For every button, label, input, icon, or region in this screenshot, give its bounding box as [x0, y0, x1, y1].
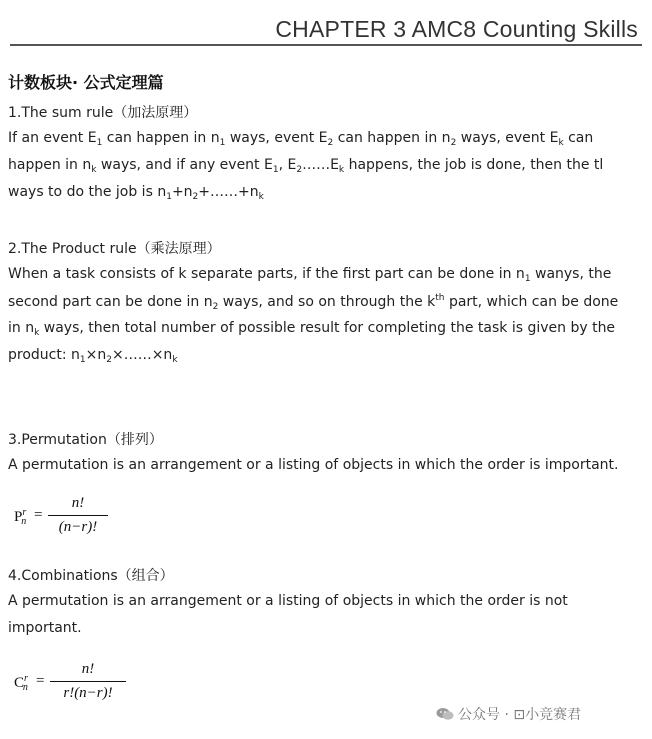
permutation-heading: 3.Permutation（排列） — [8, 432, 163, 448]
product-rule-heading: 2.The Product rule（乘法原理） — [8, 241, 221, 257]
permutation-symbol: $P^r_n$ — [14, 507, 27, 527]
combination-equals: = — [36, 673, 45, 689]
product-rule-line-3: in $n_k$ ways, then total number of possible result for completing the task is given by the — [8, 320, 616, 338]
sum-rule-line-2: happen in $n_k$ ways, and if any event $E_1$, $E_2\dots\dots E_k$ happens, the job is done, then the tl — [8, 157, 604, 175]
combination-numerator: n! — [81, 661, 95, 677]
permutation-definition: A permutation is an arrangement or a listing of objects in which the order is important. — [8, 457, 619, 473]
chapter-title: CHAPTER 3 AMC8 Counting Skills — [275, 16, 638, 42]
watermark-text: 公众号 · ⊡小竞赛君 — [458, 707, 582, 723]
permutation-denominator: (n−r)! — [58, 519, 98, 535]
permutation-fraction-bar — [48, 515, 108, 516]
sum-rule-heading: 1.The sum rule（加法原理） — [8, 105, 198, 121]
combination-definition-line-2: important. — [8, 620, 82, 636]
sum-rule-line-3: ways to do the job is $n_1+n_2+\dots\dots+n_k$ — [8, 184, 264, 202]
combination-symbol: $C^r_n$ — [14, 673, 28, 693]
wechat-icon — [436, 707, 454, 721]
combination-fraction-bar — [50, 681, 126, 682]
sum-rule-line-1: If an event $E_1$ can happen in $n_1$ ways, event $E_2$ can happen in $n_2$ ways, event $E_k$ can — [8, 130, 594, 148]
permutation-formula — [14, 494, 124, 542]
permutation-equals: = — [34, 507, 43, 523]
product-rule-line-4: product: $n_1\times n_2\times\dots\dots\times n_k$ — [8, 347, 178, 365]
product-rule-line-1: When a task consists of k separate parts, if the first part can be done in $n_1$ wanys, the — [8, 266, 612, 284]
combination-denominator: r!(n−r)! — [63, 685, 113, 701]
combination-formula — [14, 660, 134, 708]
combination-definition-line-1: A permutation is an arrangement or a listing of objects in which the order is not — [8, 593, 568, 609]
header-divider — [10, 44, 642, 46]
permutation-numerator: n! — [71, 495, 85, 511]
product-rule-line-2: second part can be done in $n_2$ ways, and so on through the $k^{th}$ part, which can be done — [8, 293, 619, 312]
watermark — [436, 704, 581, 724]
combination-heading: 4.Combinations（组合） — [8, 568, 174, 584]
section-title: 计数板块· 公式定理篇 — [8, 73, 164, 92]
